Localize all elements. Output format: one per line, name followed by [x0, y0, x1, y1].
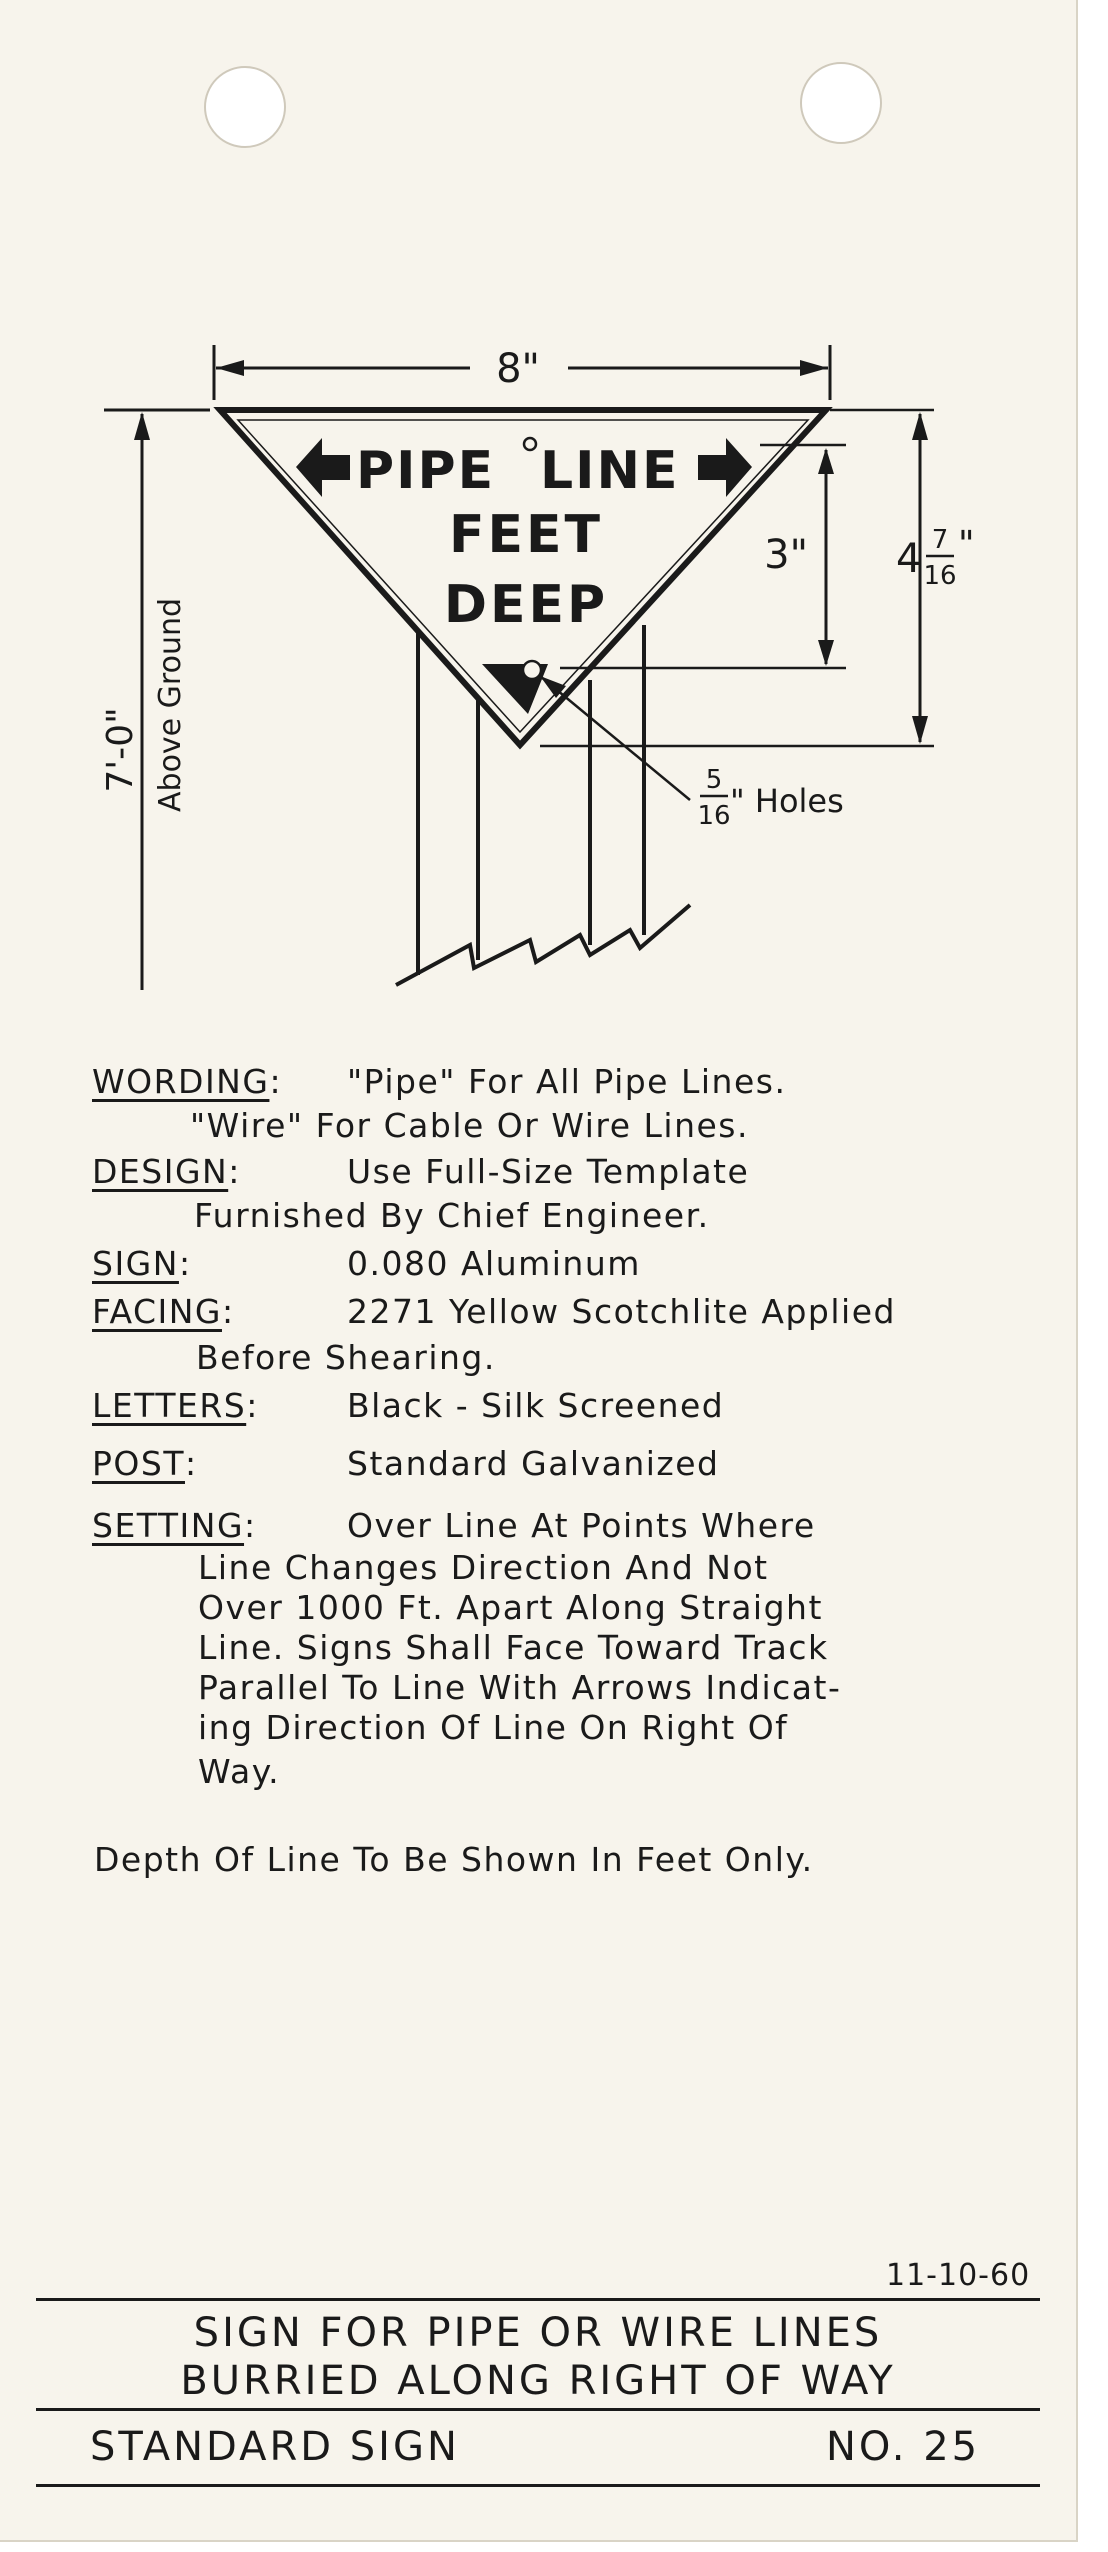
- spec-sep: :: [269, 1062, 283, 1101]
- design-continuation: Furnished By Chief Engineer.: [194, 1196, 710, 1235]
- spec-sep: :: [246, 1386, 259, 1425]
- date-stamp: 11-10-60: [886, 2258, 1031, 2293]
- holes-label: " Holes: [730, 782, 844, 820]
- spec-value: "Pipe" For All Pipe Lines.: [347, 1062, 787, 1101]
- arrowhead-height-top: [134, 412, 150, 440]
- spec-value: Over Line At Points Where: [347, 1506, 816, 1545]
- setting-continuation-5: ing Direction Of Line On Right Of: [198, 1708, 789, 1747]
- spec-key: SETTING: [92, 1506, 245, 1545]
- sign-number: NO. 25: [826, 2424, 981, 2470]
- spec-value: 2271 Yellow Scotchlite Applied: [347, 1292, 896, 1331]
- spec-design: [92, 1152, 750, 1192]
- setting-continuation-4: Parallel To Line With Arrows Indicat-: [198, 1668, 842, 1707]
- title-rule-bottom: [36, 2484, 1040, 2487]
- holes-den: 16: [697, 801, 731, 831]
- spec-post: [92, 1444, 720, 1484]
- above-ground-label: Above Ground: [153, 597, 188, 813]
- depth-note: Depth Of Line To Be Shown In Feet Only.: [94, 1840, 814, 1879]
- spec-key: POST: [92, 1444, 185, 1483]
- setting-continuation-1: Line Changes Direction And Not: [198, 1548, 769, 1587]
- spec-sep: :: [184, 1444, 198, 1483]
- setting-continuation-3: Line. Signs Shall Face Toward Track: [198, 1628, 829, 1667]
- sign-text-feet: FEET: [448, 505, 604, 565]
- standard-sign-label: STANDARD SIGN: [90, 2424, 460, 2470]
- title-rule-middle: [36, 2408, 1040, 2411]
- spec-setting: [92, 1506, 816, 1546]
- spec-sep: :: [178, 1244, 192, 1283]
- spec-key: WORDING: [92, 1062, 270, 1101]
- spec-sep: :: [221, 1292, 235, 1331]
- arrowhead-3-top: [818, 448, 834, 474]
- sign-text-deep: DEEP: [443, 575, 609, 635]
- sign-text-line: LINE: [540, 441, 680, 501]
- spec-value: Black - Silk Screened: [347, 1386, 725, 1425]
- wording-continuation: "Wire" For Cable Or Wire Lines.: [190, 1106, 749, 1145]
- dim-total-den: 16: [923, 561, 957, 591]
- height-label: 7'-0": [100, 707, 141, 793]
- spec-sign: [92, 1244, 641, 1284]
- spec-key: FACING: [92, 1292, 222, 1331]
- dim-total-whole: 4: [896, 536, 922, 582]
- title-line-1: SIGN FOR PIPE OR WIRE LINES: [193, 2310, 883, 2356]
- holes-leader: [540, 676, 690, 800]
- spec-value: Standard Galvanized: [347, 1444, 720, 1483]
- arrowhead-total-top: [912, 412, 928, 440]
- arrowhead-3-bottom: [818, 640, 834, 666]
- spec-key: SIGN: [92, 1244, 179, 1283]
- title-rule-top: [36, 2298, 1040, 2301]
- spec-value: 0.080 Aluminum: [347, 1244, 641, 1283]
- spec-facing: [92, 1292, 896, 1332]
- spec-sep: :: [244, 1506, 257, 1545]
- facing-continuation: Before Shearing.: [196, 1338, 496, 1377]
- setting-continuation-6: Way.: [198, 1752, 281, 1791]
- spec-value: Use Full-Size Template: [347, 1152, 750, 1191]
- spec-sep: :: [228, 1152, 241, 1191]
- dim-3-label: 3": [764, 532, 808, 578]
- hole-marker-bottom: [523, 661, 541, 679]
- sign-text-pipe: PIPE: [356, 441, 496, 501]
- setting-continuation-2: Over 1000 Ft. Apart Along Straight: [198, 1588, 823, 1627]
- width-label: 8": [496, 346, 540, 392]
- arrowhead-total-bottom: [912, 716, 928, 744]
- spec-key: LETTERS: [92, 1386, 247, 1425]
- arrowhead-width-right: [800, 360, 828, 376]
- dim-total-suffix: ": [958, 524, 975, 565]
- arrowhead-width-left: [216, 360, 244, 376]
- spec-wording: [92, 1062, 787, 1102]
- sign-diagram: [0, 0, 1076, 1010]
- spec-key: DESIGN: [92, 1152, 229, 1191]
- title-line-2: BURRIED ALONG RIGHT OF WAY: [180, 2358, 896, 2404]
- dim-total-num: 7: [931, 525, 949, 555]
- holes-num: 5: [705, 765, 723, 795]
- spec-letters: [92, 1386, 725, 1426]
